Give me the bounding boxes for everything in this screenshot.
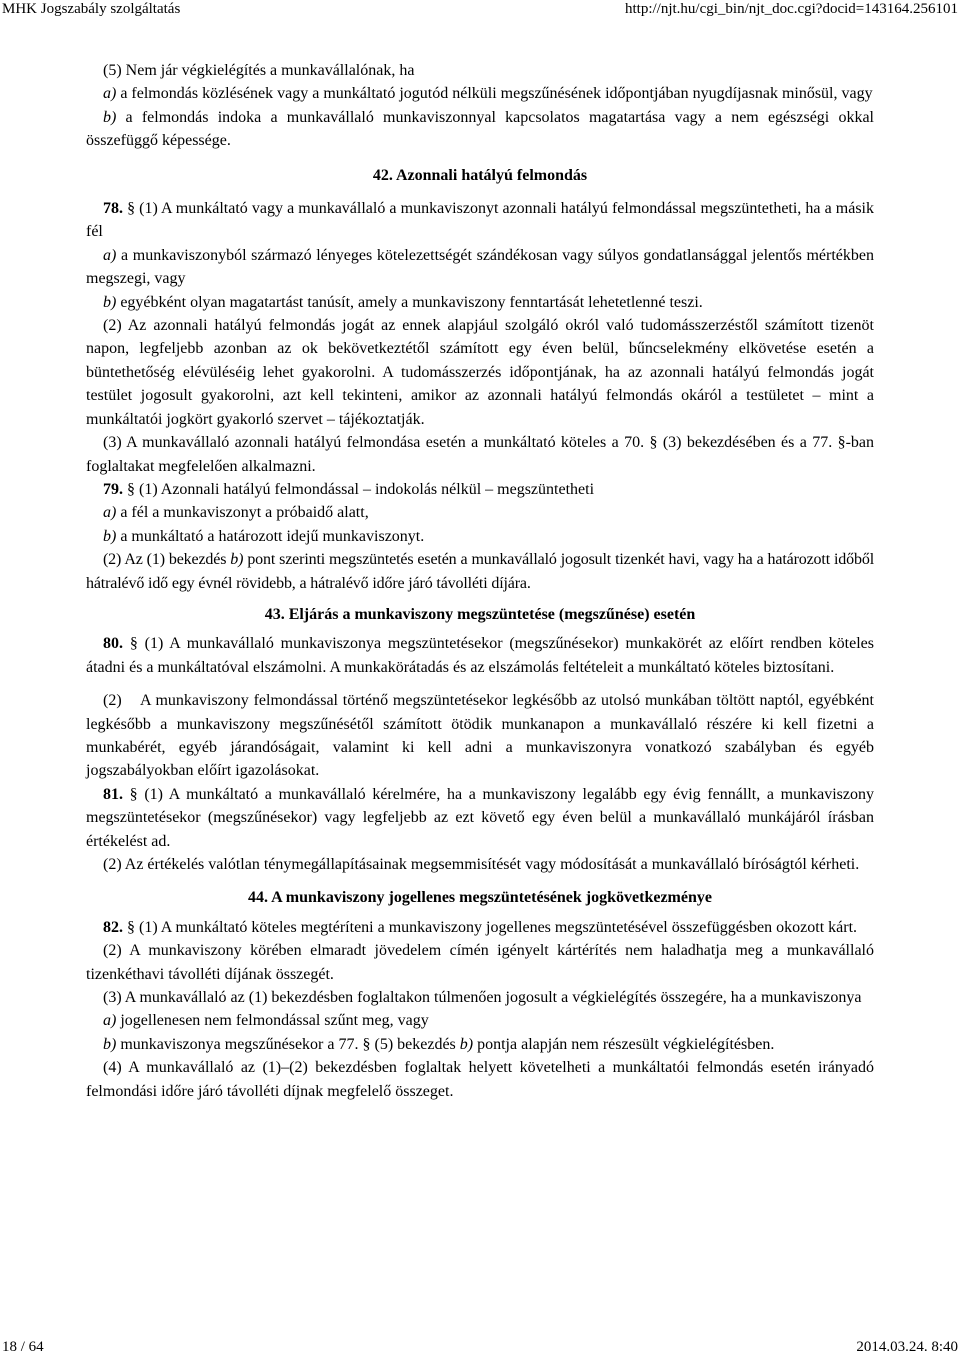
- section-heading-44: 44. A munkaviszony jogellenes megszüntetésének jogkövetkezménye: [248, 889, 712, 907]
- print-date: 2014.03.24. 8:40: [856, 1339, 958, 1355]
- paragraph: a) a felmondás közlésének vagy a munkáltató jogutód nélküli megszűnésének időpontjában nyugdíjasnak minősül, vagy: [103, 85, 873, 103]
- paragraph: 82. § (1) A munkáltató köteles megtéríteni a munkaviszony jogellenes megszüntetésével összefüggésben okozott kárt.: [103, 918, 858, 936]
- paragraph: a) a fél a munkaviszonyt a próbaidő alatt,: [103, 504, 369, 522]
- paragraph: 79. § (1) Azonnali hatályú felmondással – indokolás nélkül – megszüntetheti: [103, 480, 595, 498]
- paragraph: a) a munkaviszonyból származó lényeges kötelezettségét szándékosan vagy súlyos gondatlansággal jelentős mértékben megszegi, vagy: [86, 246, 874, 288]
- paragraph: (2) Az (1) bekezdés b) pont szerinti megszüntetés esetén a munkavállaló jogosult tizenkét havi, vagy ha a határozott időből hátralévő idő egy évnél rövidebb, a hátralévő időre járó távolléti díjára.: [86, 551, 874, 592]
- paragraph: b) a felmondás indoka a munkavállaló munkaviszonnyal kapcsolatos magatartása vagy a nem egészségi okkal összefüggő képessége.: [86, 108, 874, 150]
- page-number: 18 / 64: [2, 1339, 44, 1355]
- page-header: [0, 0, 960, 18]
- paragraph: a) jogellenesen nem felmondással szűnt meg, vagy: [103, 1012, 429, 1030]
- paragraph: (2) A munkaviszony felmondással történő megszüntetésekor legkésőbb az utolsó munkában töltött naptól, egyébként legkésőbb a munkaviszony megszűnésétől számított ötödik munkanapon a munkavállaló részére ki kell fizetni a munkabérét, egyéb járandóságait, valamint ki kell adni a munkaviszonyra vonatkozó szabályban és egyéb jogszabályokban előírt igazolásokat.: [86, 692, 878, 780]
- paragraph: b) munkaviszonya megszűnésekor a 77. § (5) bekezdés b) pontja alapján nem részesült végkielégítésben.: [103, 1035, 775, 1053]
- paragraph: (3) A munkavállaló az (1) bekezdésben foglaltakon túlmenően jogosult a végkielégítés összegére, ha a munkaviszonya: [103, 989, 862, 1007]
- paragraph: (4) A munkavállaló az (1)–(2) bekezdésben foglaltak helyett követelheti a munkáltatói felmondás esetén irányadó felmondási időre járó távolléti díjnak megfelelő összeget.: [86, 1059, 874, 1100]
- paragraph: (5) Nem jár végkielégítés a munkavállalónak, ha: [103, 62, 415, 79]
- paragraph: (3) A munkavállaló azonnali hatályú felmondása esetén a munkáltató köteles a 70. § (3) bekezdésében és a 77. §-ban foglaltakat megfelelően alkalmazni.: [86, 434, 874, 475]
- paragraph: 80. § (1) A munkavállaló munkaviszonya megszüntetésekor (megszűnésekor) munkakörét az előírt rendben köteles átadni és a munkáltatóval elszámolni. A munkakörátadás és az elszámolás feltételeit a munkáltató köteles biztosítani.: [86, 635, 874, 676]
- paragraph: b) egyébként olyan magatartást tanúsít, amely a munkaviszony fenntartását lehetetlenné teszi.: [103, 293, 703, 311]
- document-body: [86, 59, 878, 1103]
- paragraph: (2) A munkaviszony körében elmaradt jövedelem címén igényelt kártérítés nem haladhatja meg a munkavállaló tizenkéthavi távolléti díjának összegét.: [86, 942, 874, 983]
- header-source: MHK Jogszabály szolgáltatás: [2, 1, 181, 17]
- paragraph: 81. § (1) A munkáltató a munkavállaló kérelmére, ha a munkaviszony legalább egy évig fennállt, a munkaviszony megszüntetésekor (megszűnésekor) vagy legfeljebb az ezt követő egy éven belül a munkavállaló munkájáról írásban értékelést ad.: [86, 785, 874, 850]
- paragraph: b) a munkáltató a határozott idejű munkaviszonyt.: [103, 527, 425, 545]
- section-heading-43: 43. Eljárás a munkaviszony megszüntetése (megszűnése) esetén: [264, 605, 696, 623]
- paragraph: (2) Az azonnali hatályú felmondás jogát az ennek alapjául szolgáló okról való tudomásszerzéstől számított tizenöt napon, legfeljebb azonban az ok bekövetkeztétől számított egy éven belül, bűncselekmény elkövetése esetén a büntethetőség elévüléséig lehet gyakorolni. A tudomásszerzés időpontjának, ha az azonnali hatályú felmondás jogát testület jogosult gyakorolni, azt kell tekinteni, amikor az azonnali hatályú felmondás okáról a testületet – mint a munkáltatói jogkört gyakorló szervet – tájékoztatják.: [86, 317, 874, 428]
- header-url[interactable]: http://njt.hu/cgi_bin/njt_doc.cgi?docid=143164.256101: [624, 1, 958, 17]
- page-footer: [0, 1339, 960, 1357]
- paragraph: (2) Az értékelés valótlan ténymegállapításainak megsemmisítését vagy módosítását a munkavállaló bíróságtól kérheti.: [103, 856, 860, 873]
- paragraph: 78. § (1) A munkáltató vagy a munkavállaló a munkaviszonyt azonnali hatályú felmondással megszüntetheti, ha a másik fél: [86, 200, 874, 241]
- section-heading-42: 42. Azonnali hatályú felmondás: [372, 166, 588, 184]
